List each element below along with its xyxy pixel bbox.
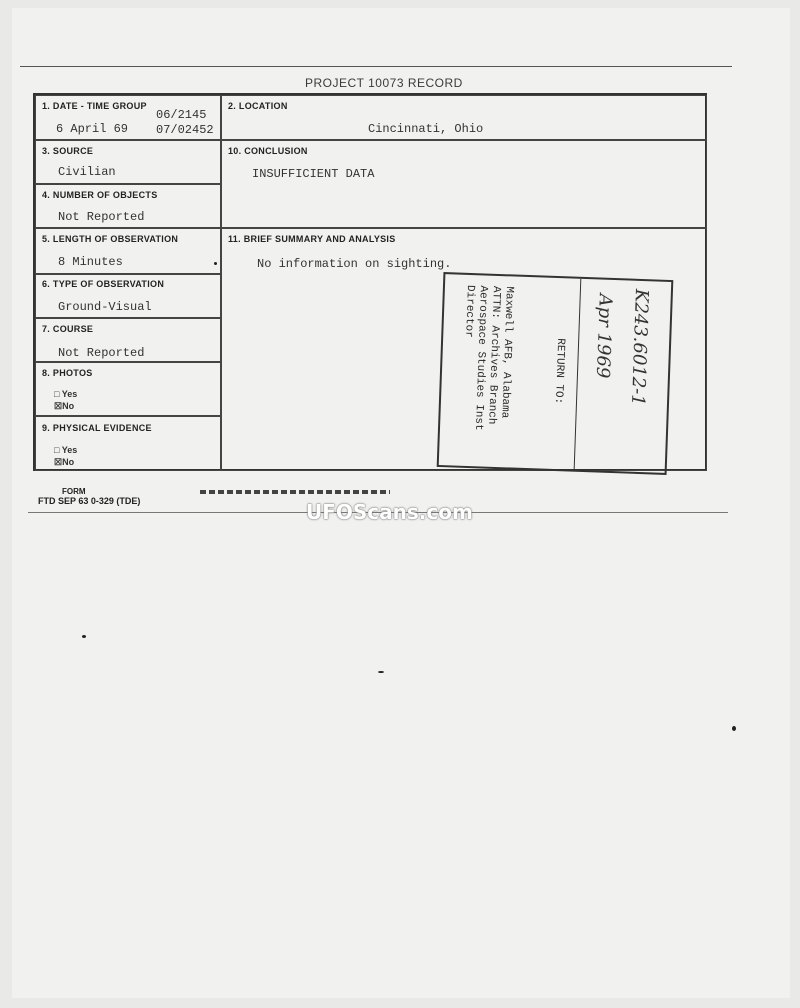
- stamp-address: [457, 285, 515, 467]
- photos-no-option: ☒No: [54, 401, 75, 411]
- scan-speck: [214, 262, 217, 265]
- photos-yes-option: □ Yes: [54, 389, 78, 399]
- time-z-value: 07/02452: [156, 123, 214, 137]
- stamp-address-line: Director: [462, 284, 477, 338]
- number-of-objects-value: Not Reported: [58, 210, 145, 224]
- form-footer: [38, 487, 140, 506]
- photos-yes-label: Yes: [61, 389, 78, 399]
- evidence-yes-label: Yes: [61, 445, 78, 455]
- date-label: 1. DATE - TIME GROUP: [42, 101, 147, 111]
- footer-note-illegible: [200, 490, 390, 494]
- handwritten-date: Apr 1969: [591, 293, 616, 379]
- date-value: 6 April 69: [56, 122, 129, 136]
- photos-no-label: No: [62, 401, 75, 411]
- cell-course: [35, 318, 221, 362]
- cell-source: [35, 140, 221, 184]
- scan-speck: [378, 671, 384, 673]
- cell-length: [35, 228, 221, 274]
- evidence-no-label: No: [62, 457, 75, 467]
- stamp-address-line: ATTN: Archives Branch: [485, 285, 503, 425]
- location-label: 2. LOCATION: [228, 101, 288, 111]
- time-local-value: 06/2145: [156, 108, 207, 122]
- return-stamp: [437, 272, 674, 475]
- length-label: 5. LENGTH OF OBSERVATION: [42, 234, 179, 244]
- stamp-return-to: RETURN TO:: [551, 337, 567, 405]
- physical-evidence-label: 9. PHYSICAL EVIDENCE: [42, 423, 152, 433]
- type-label: 6. TYPE OF OBSERVATION: [42, 279, 165, 289]
- scan-speck: [82, 635, 86, 638]
- evidence-yes-option: □ Yes: [54, 445, 78, 455]
- cell-date: [35, 95, 221, 140]
- conclusion-label: 10. CONCLUSION: [228, 146, 308, 156]
- cell-conclusion: [221, 140, 707, 228]
- summary-label: 11. BRIEF SUMMARY AND ANALYSIS: [228, 234, 396, 244]
- stamp-divider: [574, 279, 582, 470]
- source-value: Civilian: [58, 165, 116, 179]
- watermark: UFOScans.com: [306, 500, 473, 524]
- course-value: Not Reported: [58, 346, 145, 360]
- top-rule: [20, 66, 732, 67]
- page-title: PROJECT 10073 RECORD: [305, 76, 463, 90]
- cell-type: [35, 274, 221, 318]
- number-of-objects-label: 4. NUMBER OF OBJECTS: [42, 190, 158, 200]
- location-value: Cincinnati, Ohio: [368, 122, 484, 136]
- cell-photos: [35, 362, 221, 416]
- length-value: 8 Minutes: [58, 255, 123, 269]
- type-value: Ground-Visual: [58, 300, 152, 314]
- handwritten-id: K243.6012-1: [626, 288, 652, 407]
- form-word: FORM: [62, 487, 86, 496]
- form-number: FTD SEP 63 0-329 (TDE): [38, 496, 141, 506]
- scan-speck: [732, 726, 736, 731]
- source-label: 3. SOURCE: [42, 146, 94, 156]
- cell-location: [221, 95, 707, 140]
- photos-label: 8. PHOTOS: [42, 368, 93, 378]
- stamp-address-line: Maxwell AFB, Alabama: [498, 286, 516, 419]
- cell-number-of-objects: [35, 184, 221, 228]
- conclusion-value: INSUFFICIENT DATA: [252, 167, 375, 181]
- course-label: 7. COURSE: [42, 324, 94, 334]
- evidence-no-option: ☒No: [54, 457, 75, 467]
- summary-value: No information on sighting.: [257, 257, 452, 271]
- stamp-address-line: Aerospace Studies Inst: [471, 285, 490, 431]
- cell-physical-evidence: [35, 416, 221, 471]
